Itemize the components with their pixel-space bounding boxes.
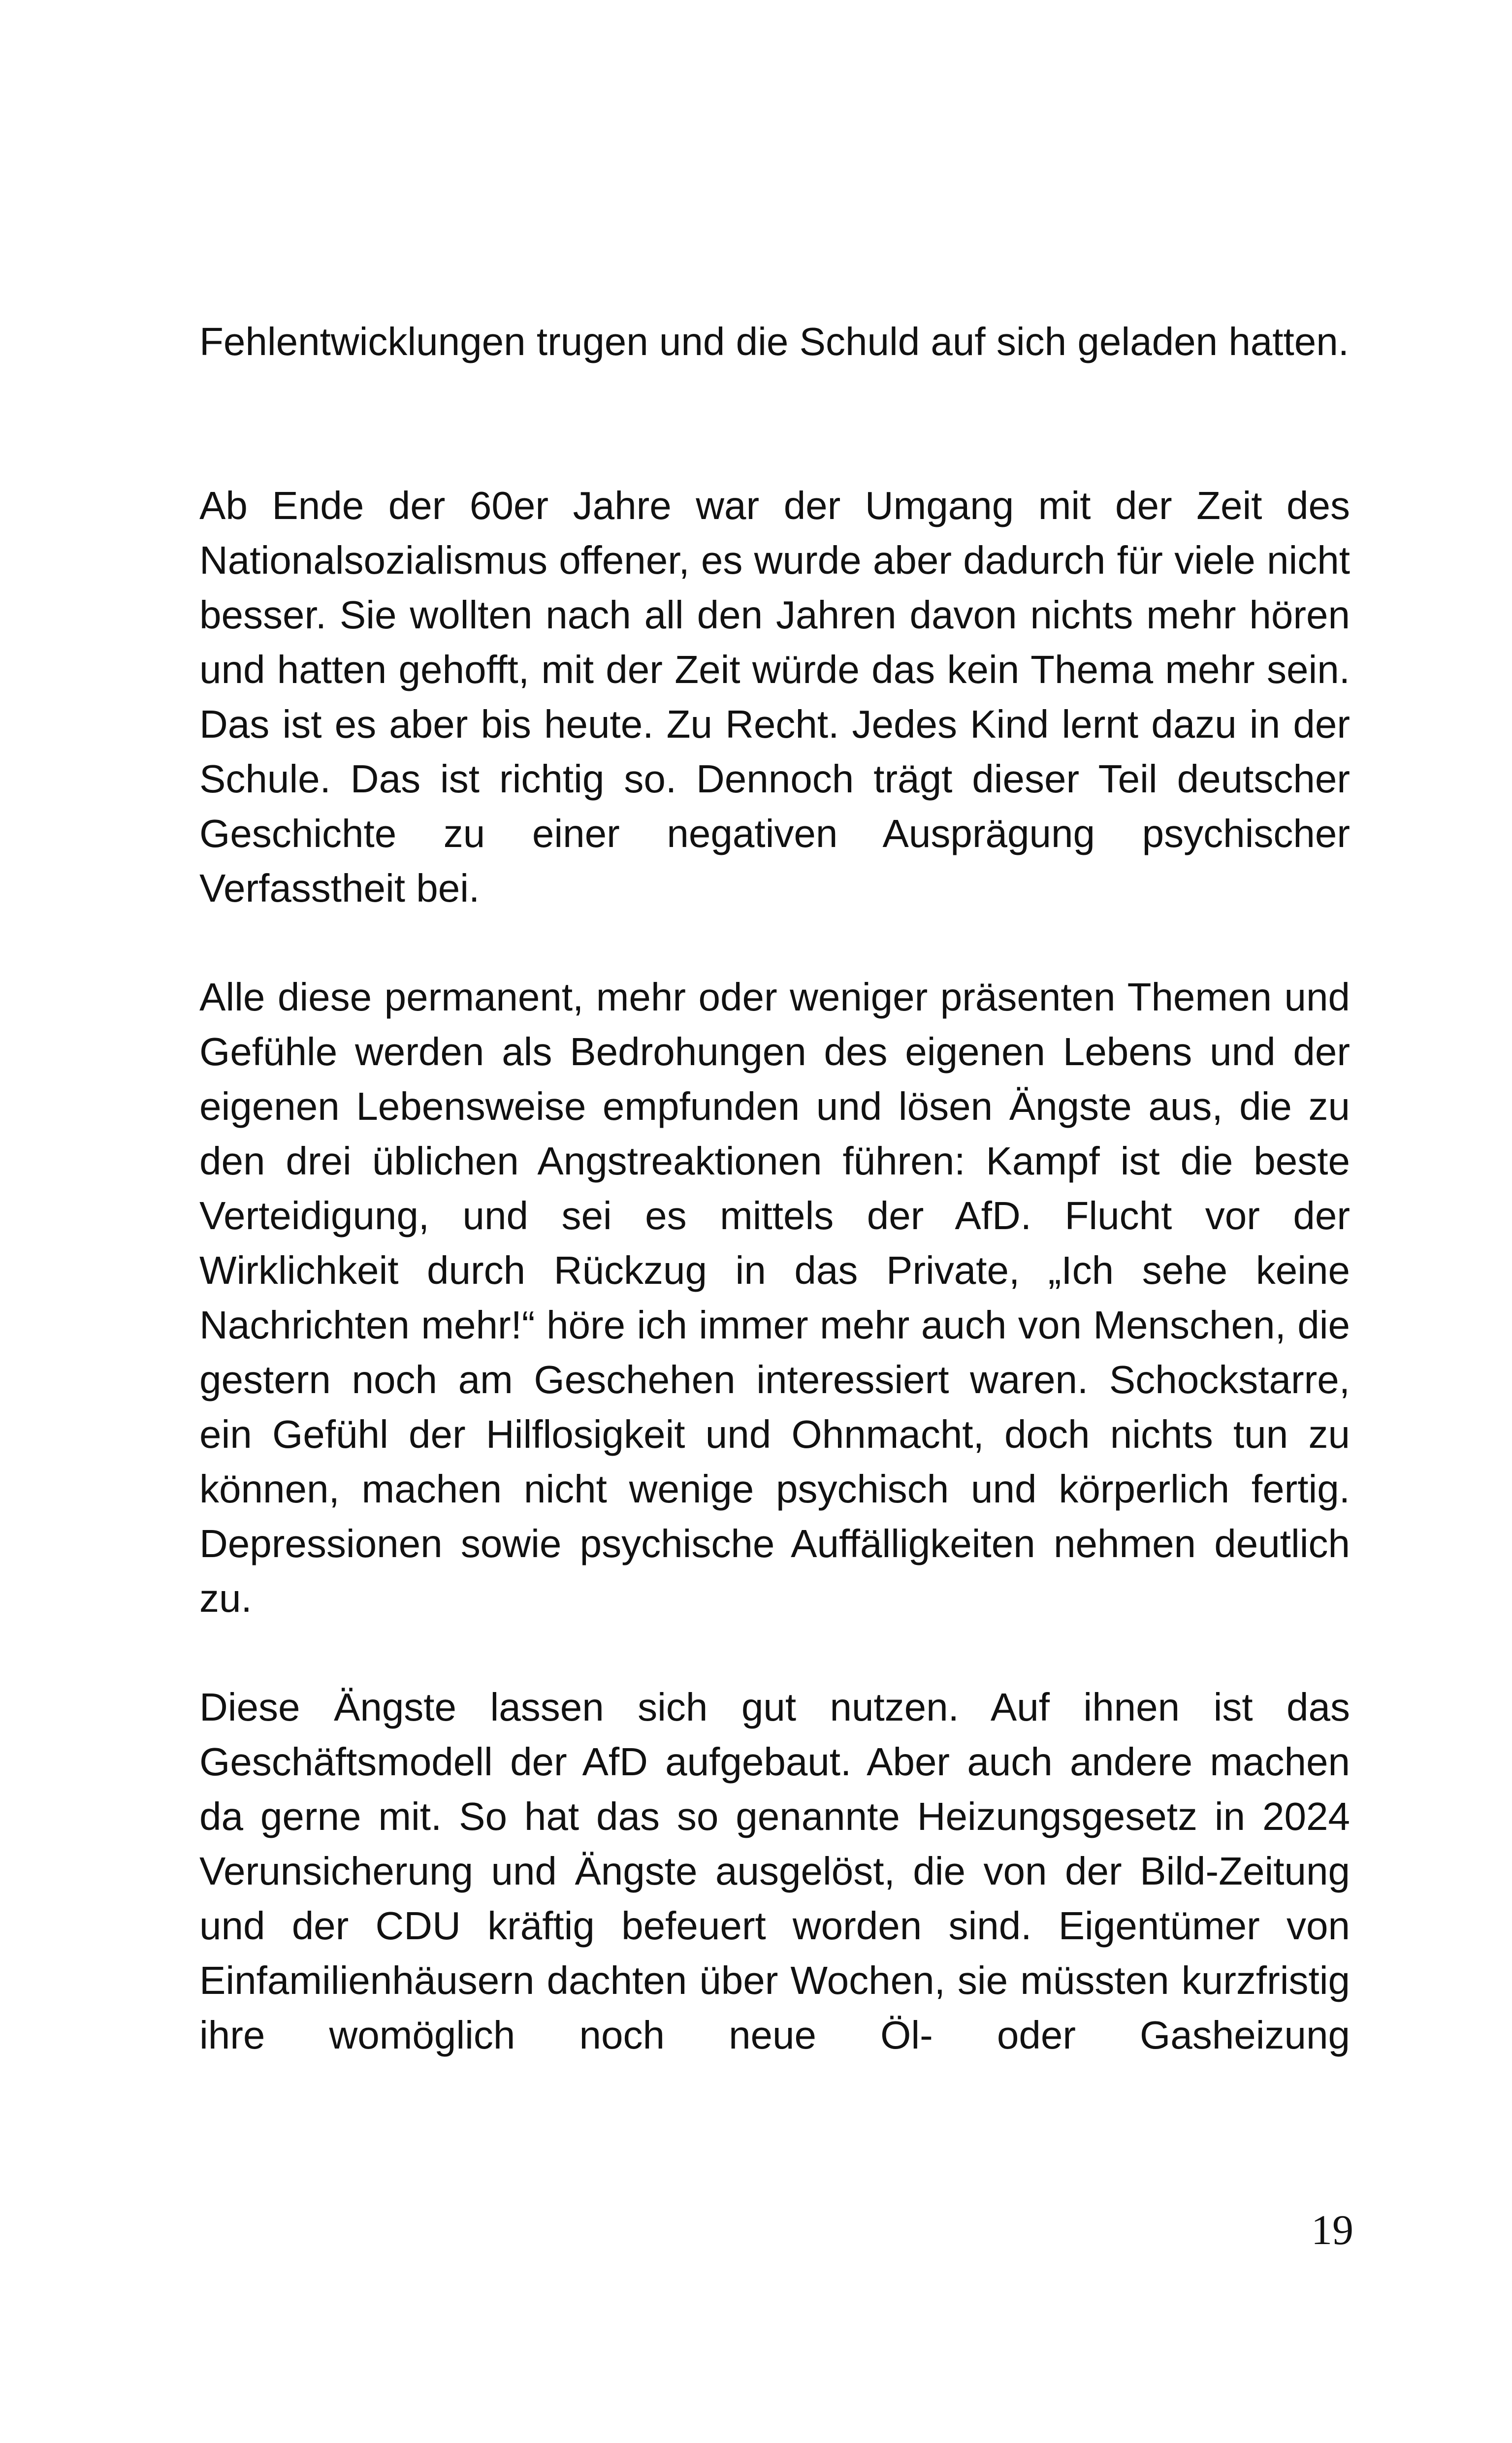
paragraph-text: Diese Ängste lassen sich gut nutzen. Auf ihnen ist das Geschäftsmodell der AfD aufgebaut. Aber auch andere machen da gerne mit. So hat das so genannte Heizungsgesetz in 2024 Verunsicherung und Ängste ausgelöst, die von der Bild-Zeitung und der CDU kräftig befeuert worden sind. Eigentümer von Einfamilienhäusern dachten über Wochen, sie müssten kurzfristig ihre womöglich noch neue Öl- oder Gasheizung xyxy=(199,1685,1350,2057)
paragraph-1 xyxy=(199,314,1350,369)
paragraph-text: Fehlentwicklungen trugen und die Schuld auf sich geladen hatten. xyxy=(199,320,1349,363)
paragraph-3 xyxy=(199,970,1350,1626)
paragraph-2 xyxy=(199,478,1350,915)
paragraph-text: Alle diese permanent, mehr oder weniger präsenten Themen und Gefühle werden als Bedrohungen des eigenen Lebens und der eigenen Lebensweise empfunden und lösen Ängste aus, die zu den drei üblichen Angstreaktionen führen: Kampf ist die beste Verteidigung, und sei es mittels der AfD. Flucht vor der Wirklichkeit durch Rückzug in das Private, „Ich sehe keine Nachrichten mehr!“ höre ich immer mehr auch von Menschen, die gestern noch am Geschehen interessiert waren. Schockstarre, ein Gefühl der Hilflosigkeit und Ohnmacht, doch nichts tun zu können, machen nicht wenige psychisch und körperlich fertig. Depressionen sowie psychische Auffälligkeiten nehmen deutlich zu. xyxy=(199,975,1350,1620)
page-number: 19 xyxy=(1311,2206,1353,2253)
paragraph-text: Ab Ende der 60er Jahre war der Umgang mit der Zeit des Nationalsozialismus offener, es wurde aber dadurch für viele nicht besser. Sie wollten nach all den Jahren davon nichts mehr hören und hatten gehofft, mit der Zeit würde das kein Thema mehr sein. Das ist es aber bis heute. Zu Recht. Jedes Kind lernt dazu in der Schule. Das ist richtig so. Dennoch trägt dieser Teil deutscher Geschichte zu einer negativen Ausprägung psychischer Verfasstheit bei. xyxy=(199,484,1350,910)
paragraph-4 xyxy=(199,1680,1350,2062)
